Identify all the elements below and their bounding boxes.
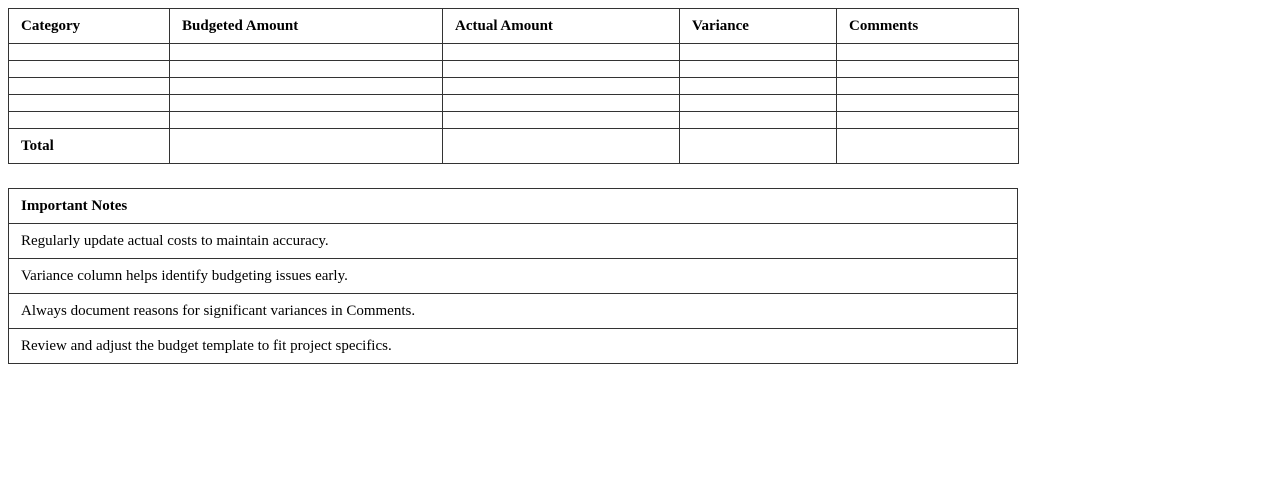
cell-actual-amount[interactable] (443, 112, 680, 129)
total-label: Total (9, 129, 170, 164)
cell-comments[interactable] (837, 95, 1019, 112)
cell-variance[interactable] (680, 112, 837, 129)
cell-comments[interactable] (837, 61, 1019, 78)
cell-category[interactable] (9, 95, 170, 112)
cell-variance[interactable] (680, 95, 837, 112)
note-text: Regularly update actual costs to maintain accuracy. (9, 224, 1018, 259)
cell-budgeted-amount[interactable] (170, 78, 443, 95)
total-budgeted-amount[interactable] (170, 129, 443, 164)
list-item (9, 224, 1018, 259)
cell-category[interactable] (9, 44, 170, 61)
notes-header-row (9, 189, 1018, 224)
cell-comments[interactable] (837, 78, 1019, 95)
header-variance: Variance (680, 9, 837, 44)
table-row (9, 61, 1019, 78)
total-actual-amount[interactable] (443, 129, 680, 164)
header-comments: Comments (837, 9, 1019, 44)
table-row (9, 112, 1019, 129)
cell-comments[interactable] (837, 112, 1019, 129)
cell-category[interactable] (9, 112, 170, 129)
total-row (9, 129, 1019, 164)
cell-actual-amount[interactable] (443, 78, 680, 95)
total-variance[interactable] (680, 129, 837, 164)
cell-variance[interactable] (680, 44, 837, 61)
cell-actual-amount[interactable] (443, 61, 680, 78)
note-text: Always document reasons for significant variances in Comments. (9, 294, 1018, 329)
note-text: Variance column helps identify budgeting issues early. (9, 259, 1018, 294)
notes-table (8, 188, 1018, 364)
list-item (9, 294, 1018, 329)
cell-variance[interactable] (680, 61, 837, 78)
cell-actual-amount[interactable] (443, 95, 680, 112)
cell-variance[interactable] (680, 78, 837, 95)
list-item (9, 259, 1018, 294)
cell-budgeted-amount[interactable] (170, 112, 443, 129)
cell-comments[interactable] (837, 44, 1019, 61)
cell-category[interactable] (9, 78, 170, 95)
budget-header-row (9, 9, 1019, 44)
note-text: Review and adjust the budget template to fit project specifics. (9, 329, 1018, 364)
cell-budgeted-amount[interactable] (170, 44, 443, 61)
total-comments[interactable] (837, 129, 1019, 164)
table-row (9, 95, 1019, 112)
cell-budgeted-amount[interactable] (170, 61, 443, 78)
cell-category[interactable] (9, 61, 170, 78)
header-budgeted-amount: Budgeted Amount (170, 9, 443, 44)
cell-actual-amount[interactable] (443, 44, 680, 61)
header-actual-amount: Actual Amount (443, 9, 680, 44)
table-row (9, 78, 1019, 95)
document-page (8, 8, 1018, 364)
notes-heading: Important Notes (9, 189, 1018, 224)
list-item (9, 329, 1018, 364)
header-category: Category (9, 9, 170, 44)
cell-budgeted-amount[interactable] (170, 95, 443, 112)
budget-table (8, 8, 1019, 164)
table-row (9, 44, 1019, 61)
